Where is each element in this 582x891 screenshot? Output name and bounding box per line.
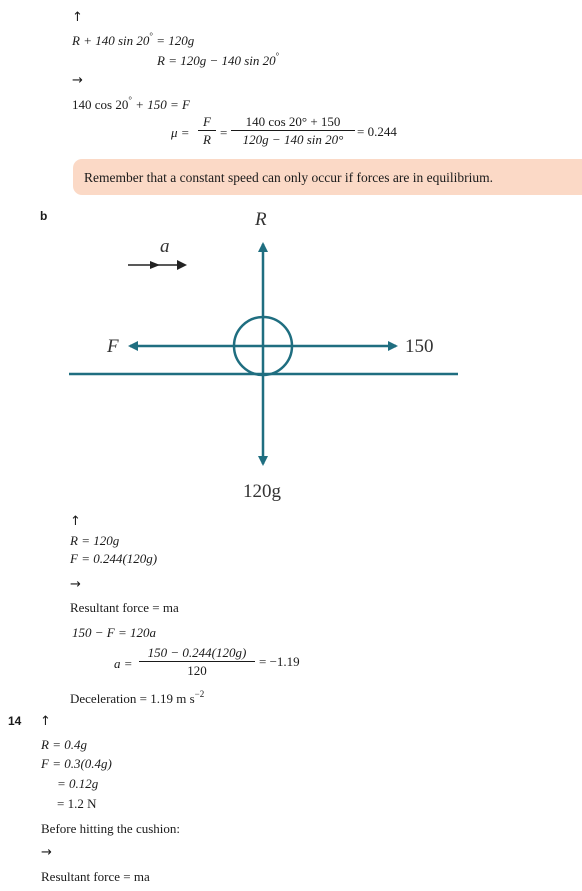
- up-arrow-icon: ↑: [72, 10, 83, 25]
- acceleration-arrowhead: [150, 261, 160, 269]
- equation-F-14: F = 0.3(0.4g): [41, 756, 112, 771]
- mu-label: μ =: [171, 125, 190, 140]
- label-F: F: [107, 336, 119, 357]
- equation-F-value-14: = 1.2 N: [57, 796, 97, 811]
- eq-text: R = 120g − 140 sin 20: [157, 53, 276, 68]
- equation-F-step-14: = 0.12g: [57, 776, 99, 791]
- a-fraction: [139, 645, 255, 678]
- fraction-denominator: 120: [187, 663, 207, 678]
- before-cushion-text: Before hitting the cushion:: [41, 821, 181, 836]
- a-result: = −1.19: [259, 654, 300, 669]
- resultant-force-14: Resultant force = ma: [41, 869, 150, 884]
- label-150: 150: [405, 336, 434, 357]
- tip-text: Remember that a constant speed can only occur if forces are in equilibrium.: [84, 170, 493, 185]
- fraction-numerator: F: [198, 114, 216, 131]
- eq-text: 140 cos 20: [72, 97, 129, 112]
- resultant-force-b: Resultant force = ma: [70, 600, 179, 615]
- equation-F-b: F = 0.244(120g): [70, 551, 158, 566]
- up-arrow-icon: ↑: [70, 514, 81, 529]
- equation-motion-b: 150 − F = 120a: [72, 625, 156, 640]
- exponent: −2: [194, 689, 205, 699]
- label-R: R: [255, 209, 267, 230]
- eq-text: + 150 = F: [135, 97, 190, 112]
- deceleration-line: [70, 686, 204, 707]
- right-arrow-icon: →: [41, 845, 52, 860]
- fraction-numerator: 140 cos 20° + 150: [231, 114, 355, 131]
- equals-sign: =: [220, 125, 228, 140]
- equation-R-14: R = 0.4g: [41, 737, 87, 752]
- mu-result: = 0.244: [357, 124, 397, 139]
- fraction-numerator: 150 − 0.244(120g): [139, 645, 255, 662]
- degree-sign: °: [275, 51, 280, 61]
- up-arrow-icon: ↑: [40, 714, 51, 729]
- label-120g: 120g: [243, 481, 281, 502]
- deceleration-text: Deceleration = 1.19 m s: [70, 691, 195, 706]
- a-label: a =: [114, 656, 133, 671]
- equation-R-b: R = 120g: [70, 533, 120, 548]
- eq-text: R + 140 sin 20: [72, 33, 150, 48]
- degree-sign: °: [149, 31, 153, 41]
- right-arrow-icon: →: [70, 577, 81, 592]
- question-number: 14: [8, 714, 22, 728]
- right-arrow-icon: →: [72, 73, 83, 88]
- part-label: b: [40, 209, 48, 223]
- fraction-denominator: 120g − 140 sin 20°: [242, 132, 344, 147]
- label-a: a: [160, 236, 170, 257]
- eq-text: = 120g: [156, 33, 195, 48]
- fraction-denominator: R: [203, 132, 211, 147]
- degree-sign: °: [128, 95, 132, 105]
